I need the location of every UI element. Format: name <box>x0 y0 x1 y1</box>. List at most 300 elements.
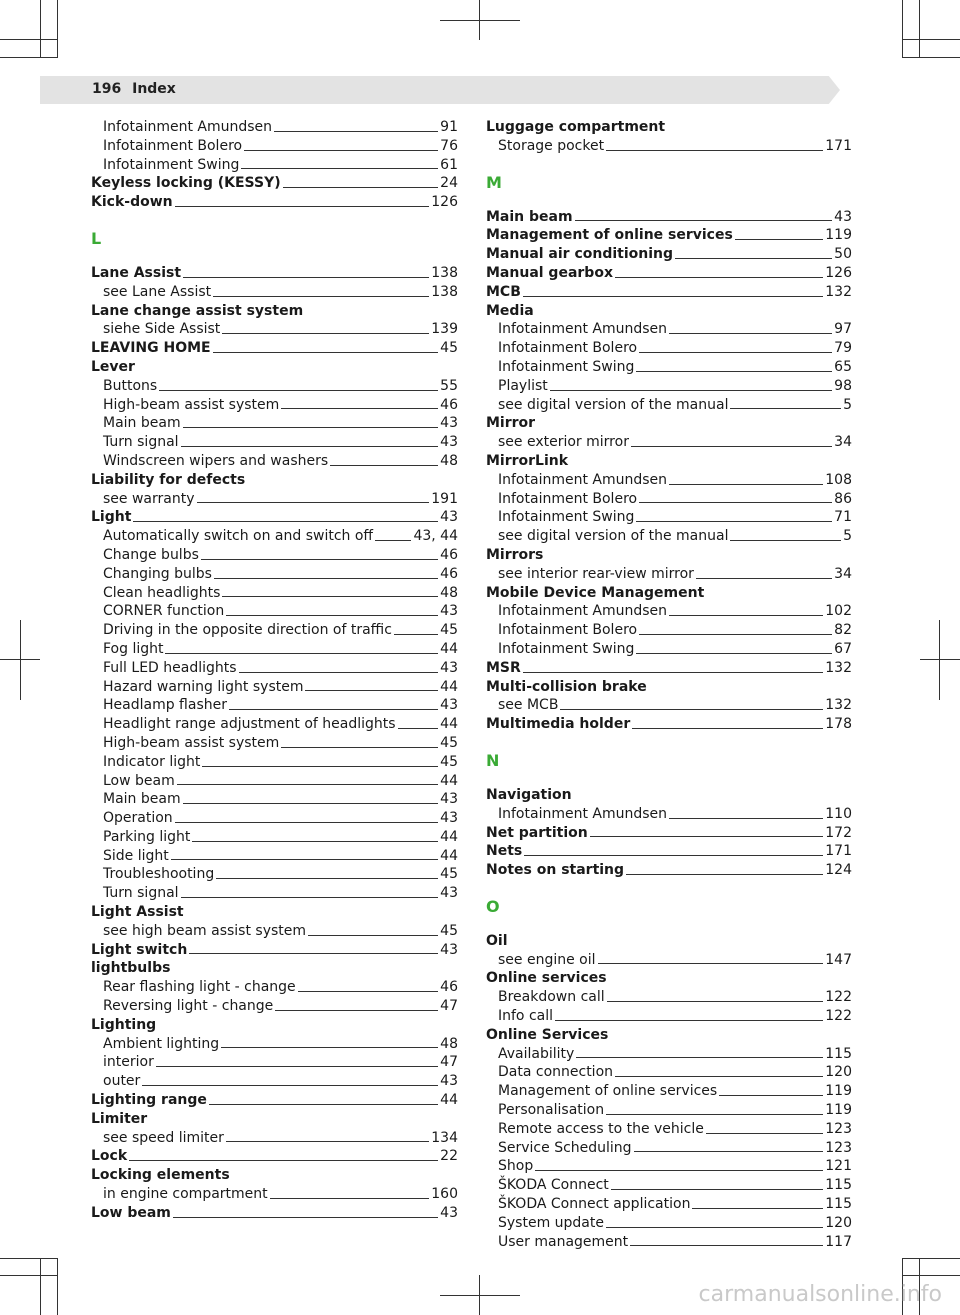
leader-line <box>214 578 438 579</box>
index-entry <box>486 1157 852 1176</box>
index-term: Lever <box>91 358 135 375</box>
index-page-ref: 124 <box>825 862 852 879</box>
leader-line <box>133 521 438 522</box>
index-letter-heading: O <box>486 896 500 916</box>
index-term: Hazard warning light system <box>103 678 304 695</box>
index-entry <box>486 339 852 358</box>
index-entry <box>486 283 852 302</box>
index-term: LEAVING HOME <box>91 340 211 357</box>
leader-line <box>181 897 439 898</box>
index-entry <box>91 941 458 960</box>
crop-mark <box>40 1258 41 1315</box>
leader-line <box>535 1170 823 1171</box>
index-page-ref: 71 <box>834 509 852 526</box>
index-entry <box>91 809 458 828</box>
leader-line <box>283 187 439 188</box>
index-term: Reversing light - change <box>103 998 274 1015</box>
index-term: Info call <box>498 1008 554 1025</box>
index-term: Locking elements <box>91 1167 230 1184</box>
index-term: Remote access to the vehicle <box>498 1120 704 1137</box>
index-term: Full LED headlights <box>103 659 237 676</box>
index-entry <box>91 174 458 193</box>
index-entry <box>91 790 458 809</box>
leader-line <box>305 690 438 691</box>
leader-line <box>183 427 439 428</box>
index-entry <box>91 396 458 415</box>
index-page-ref: 45 <box>440 753 458 770</box>
leader-line <box>615 1076 823 1077</box>
index-term: outer <box>103 1073 141 1090</box>
leader-line <box>216 878 438 879</box>
index-entry <box>486 1082 852 1101</box>
index-page-ref: 126 <box>431 194 458 211</box>
index-entry <box>486 396 852 415</box>
index-page-ref: 119 <box>825 1102 852 1119</box>
index-term: see high beam assist system <box>103 922 307 939</box>
leader-line <box>221 1047 438 1048</box>
index-page-ref: 123 <box>825 1139 852 1156</box>
index-entry <box>91 1053 458 1072</box>
index-entry <box>91 1147 458 1166</box>
index-page-ref: 43 <box>834 208 852 225</box>
index-entry <box>91 753 458 772</box>
index-page-ref: 117 <box>825 1233 852 1250</box>
index-page-ref: 132 <box>825 659 852 676</box>
leader-line <box>639 634 832 635</box>
index-entry <box>91 339 458 358</box>
index-term: Keyless locking (KESSY) <box>91 175 281 192</box>
index-entry <box>486 1214 852 1233</box>
index-term: MSR <box>486 659 521 676</box>
index-page-ref: 178 <box>825 716 852 733</box>
leader-line <box>626 874 823 875</box>
index-page-ref: 76 <box>440 137 458 154</box>
index-term: Main beam <box>103 415 181 432</box>
index-entry <box>486 1101 852 1120</box>
index-page-ref: 191 <box>431 490 458 507</box>
index-entry <box>486 1063 852 1082</box>
crop-mark <box>479 1275 480 1315</box>
index-term: Personalisation <box>498 1102 605 1119</box>
index-term: Mobile Device Management <box>486 584 705 601</box>
leader-line <box>590 836 824 837</box>
index-entry <box>91 264 458 283</box>
index-term: Infotainment Amundsen <box>498 805 668 822</box>
index-entry <box>91 602 458 621</box>
leader-line <box>560 709 823 710</box>
index-term: Nets <box>486 843 523 860</box>
leader-line <box>281 747 438 748</box>
index-page-ref: 115 <box>825 1045 852 1062</box>
index-term: Automatically switch on and switch off <box>103 528 374 545</box>
index-entry <box>91 118 458 137</box>
index-page-ref: 134 <box>431 1129 458 1146</box>
index-page-ref: 43 <box>440 659 458 676</box>
index-entry <box>486 584 852 603</box>
index-entry <box>91 734 458 753</box>
index-term: Management of online services <box>498 1083 718 1100</box>
index-page-ref: 61 <box>440 156 458 173</box>
index-entry <box>91 546 458 565</box>
leader-line <box>274 131 438 132</box>
index-entry <box>486 621 852 640</box>
index-page-ref: 102 <box>825 603 852 620</box>
index-term: Infotainment Swing <box>498 358 635 375</box>
index-entry <box>486 433 852 452</box>
index-entry <box>486 824 852 843</box>
index-entry <box>486 696 852 715</box>
index-entry <box>486 546 852 565</box>
index-term: Luggage compartment <box>486 119 666 135</box>
leader-line <box>173 1217 438 1218</box>
index-page-ref: 147 <box>825 951 852 968</box>
index-page-ref: 44 <box>440 772 458 789</box>
crop-mark <box>0 1258 58 1259</box>
index-page-ref: 171 <box>825 137 852 154</box>
index-column-left <box>91 118 458 1223</box>
index-term: Ambient lighting <box>103 1035 220 1052</box>
index-entry <box>486 678 852 697</box>
index-term: Management of online services <box>486 227 733 244</box>
index-term: Availability <box>498 1045 575 1062</box>
leader-line <box>177 784 438 785</box>
index-letter-heading: L <box>91 228 102 248</box>
leader-line <box>523 672 823 673</box>
index-page-ref: 55 <box>440 377 458 394</box>
index-page-ref: 97 <box>834 321 852 338</box>
index-page-ref: 45 <box>440 922 458 939</box>
index-page-ref: 115 <box>825 1196 852 1213</box>
index-term: Breakdown call <box>498 989 605 1006</box>
index-term: Infotainment Amundsen <box>498 603 668 620</box>
index-entry <box>486 1233 852 1252</box>
leader-line <box>634 1151 824 1152</box>
index-entry <box>91 640 458 659</box>
index-page-ref: 46 <box>440 565 458 582</box>
index-page-ref: 45 <box>440 340 458 357</box>
index-term: lightbulbs <box>91 960 171 977</box>
leader-line <box>222 333 429 334</box>
index-term: Changing bulbs <box>103 565 212 582</box>
index-letter-heading: N <box>486 750 500 770</box>
leader-line <box>226 615 438 616</box>
index-page-ref: 46 <box>440 396 458 413</box>
index-term: System update <box>498 1214 604 1231</box>
index-term: Lane change assist system <box>91 302 304 319</box>
leader-line <box>275 1010 438 1011</box>
index-term: High-beam assist system <box>103 396 280 413</box>
index-page-ref: 86 <box>834 490 852 507</box>
index-page-ref: 115 <box>825 1177 852 1194</box>
index-column-right <box>486 118 852 1251</box>
index-term: see exterior mirror <box>498 434 629 451</box>
index-term: Oil <box>486 932 508 949</box>
index-page-ref: 43 <box>440 509 458 526</box>
index-entry <box>91 377 458 396</box>
leader-line <box>524 855 823 856</box>
index-entry <box>91 193 458 212</box>
leader-line <box>330 465 438 466</box>
leader-line <box>181 446 439 447</box>
leader-line <box>706 1133 823 1134</box>
index-term: Net partition <box>486 824 588 841</box>
index-term: Headlamp flasher <box>103 697 227 714</box>
index-page-ref: 79 <box>834 340 852 357</box>
index-page-ref: 43 <box>440 415 458 432</box>
index-term: Main beam <box>486 208 573 225</box>
index-page-ref: 43 <box>440 941 458 958</box>
index-page-ref: 34 <box>834 565 852 582</box>
index-entry <box>486 842 852 861</box>
leader-line <box>394 634 438 635</box>
index-entry <box>91 678 458 697</box>
index-term: Service Scheduling <box>498 1139 632 1156</box>
index-term: Driving in the opposite direction of traffic <box>103 622 392 639</box>
index-page-ref: 120 <box>825 1214 852 1231</box>
index-term: Low beam <box>91 1204 171 1221</box>
leader-line <box>606 1227 823 1228</box>
watermark: carmanualsonline.info <box>698 1282 942 1307</box>
leader-line <box>606 1114 823 1115</box>
index-term: Indicator light <box>103 753 201 770</box>
leader-line <box>209 1104 438 1105</box>
index-entry <box>486 1195 852 1214</box>
index-term: siehe Side Assist <box>103 321 221 338</box>
index-page-ref: 47 <box>440 1054 458 1071</box>
index-term: Change bulbs <box>103 546 199 563</box>
index-term: Windscreen wipers and washers <box>103 452 329 469</box>
leader-line <box>669 484 823 485</box>
index-term: Navigation <box>486 786 572 803</box>
index-term: see interior rear-view mirror <box>498 565 694 582</box>
index-entry <box>91 1016 458 1035</box>
index-entry <box>91 1110 458 1129</box>
leader-line <box>555 1020 823 1021</box>
index-term: Clean headlights <box>103 584 221 601</box>
crop-mark <box>919 0 920 58</box>
crop-mark <box>20 620 21 700</box>
index-term: Main beam <box>103 791 181 808</box>
page-number: 196 <box>92 81 122 97</box>
index-entry <box>91 1166 458 1185</box>
index-term: User management <box>498 1233 629 1250</box>
index-page-ref: 43 <box>440 885 458 902</box>
index-page-ref: 110 <box>825 805 852 822</box>
index-entry <box>486 932 852 951</box>
index-term: Troubleshooting <box>103 866 215 883</box>
index-entry <box>91 959 458 978</box>
leader-line <box>165 653 438 654</box>
index-page-ref: 5 <box>843 396 852 413</box>
leader-line <box>735 239 823 240</box>
leader-line <box>175 206 430 207</box>
index-entry <box>91 471 458 490</box>
leader-line <box>606 150 823 151</box>
index-entry <box>486 969 852 988</box>
index-term: Side light <box>103 847 169 864</box>
index-page-ref: 172 <box>825 824 852 841</box>
index-page-ref: 65 <box>834 358 852 375</box>
index-entry <box>91 621 458 640</box>
index-entry <box>91 865 458 884</box>
index-entry <box>486 1139 852 1158</box>
leader-line <box>730 540 841 541</box>
index-term: Low beam <box>103 772 175 789</box>
leader-line <box>129 1160 438 1161</box>
crop-mark <box>440 1295 520 1296</box>
index-entry <box>91 302 458 321</box>
index-page-ref: 43 <box>440 697 458 714</box>
index-page-ref: 48 <box>440 452 458 469</box>
index-term: see digital version of the manual <box>498 396 729 413</box>
index-entry <box>486 320 852 339</box>
leader-line <box>639 352 832 353</box>
leader-line <box>398 728 439 729</box>
leader-line <box>241 168 438 169</box>
leader-line <box>636 371 832 372</box>
index-term: Light <box>91 509 132 526</box>
index-entry <box>486 988 852 1007</box>
index-page-ref: 67 <box>834 640 852 657</box>
index-page-ref: 46 <box>440 546 458 563</box>
index-entry <box>91 715 458 734</box>
leader-line <box>696 578 832 579</box>
leader-line <box>192 841 438 842</box>
index-entry <box>91 137 458 156</box>
leader-line <box>719 1095 823 1096</box>
index-entry <box>91 320 458 339</box>
index-entry <box>91 527 458 546</box>
index-term: Turn signal <box>103 434 179 451</box>
index-entry <box>486 659 852 678</box>
index-entry <box>486 508 852 527</box>
index-term: Infotainment Amundsen <box>103 119 273 135</box>
leader-line <box>244 150 438 151</box>
index-term: Infotainment Swing <box>498 509 635 526</box>
index-page-ref: 132 <box>825 283 852 300</box>
index-entry <box>91 659 458 678</box>
index-entry <box>91 922 458 941</box>
index-entry <box>486 264 852 283</box>
index-entry <box>486 565 852 584</box>
index-entry <box>91 414 458 433</box>
leader-line <box>576 1057 823 1058</box>
index-term: Notes on starting <box>486 862 625 879</box>
index-page-ref: 44 <box>440 716 458 733</box>
index-page-ref: 24 <box>440 175 458 192</box>
index-entry <box>486 245 852 264</box>
index-term: Manual air conditioning <box>486 246 674 263</box>
crop-mark <box>40 0 41 58</box>
index-entry <box>486 137 852 156</box>
index-term: see MCB <box>498 697 559 714</box>
index-term: Manual gearbox <box>486 264 613 281</box>
index-entry <box>486 1176 852 1195</box>
leader-line <box>636 653 832 654</box>
index-term: see digital version of the manual <box>498 528 729 545</box>
index-term: Playlist <box>498 377 548 394</box>
index-entry <box>91 1129 458 1148</box>
index-page-ref: 108 <box>825 471 852 488</box>
leader-line <box>159 390 438 391</box>
index-page-ref: 48 <box>440 1035 458 1052</box>
crop-mark <box>902 0 903 58</box>
index-page-ref: 171 <box>825 843 852 860</box>
leader-line <box>669 333 832 334</box>
index-term: Lock <box>91 1148 128 1165</box>
leader-line <box>213 352 439 353</box>
index-entry <box>91 584 458 603</box>
crop-mark <box>939 620 940 700</box>
leader-line <box>631 446 832 447</box>
index-page-ref: 120 <box>825 1064 852 1081</box>
index-term: CORNER function <box>103 603 225 620</box>
leader-line <box>632 728 823 729</box>
crop-mark <box>0 57 58 58</box>
index-page-ref: 122 <box>825 1008 852 1025</box>
index-term: High-beam assist system <box>103 734 280 751</box>
index-term: Operation <box>103 810 173 827</box>
leader-line <box>598 963 824 964</box>
leader-line <box>523 296 823 297</box>
index-term: Turn signal <box>103 885 179 902</box>
index-entry <box>91 490 458 509</box>
index-entry <box>486 118 852 137</box>
leader-line <box>550 390 832 391</box>
index-term: Infotainment Bolero <box>498 622 638 639</box>
index-page-ref: 123 <box>825 1120 852 1137</box>
index-page-ref: 43 <box>440 603 458 620</box>
leader-line <box>202 766 438 767</box>
index-entry <box>91 997 458 1016</box>
leader-line <box>229 709 438 710</box>
index-term: see warranty <box>103 490 195 507</box>
index-term: Multimedia holder <box>486 716 631 733</box>
index-term: Media <box>486 302 534 319</box>
leader-line <box>226 1141 429 1142</box>
index-entry <box>91 452 458 471</box>
index-page-ref: 45 <box>440 734 458 751</box>
leader-line <box>611 1189 823 1190</box>
index-term: Data connection <box>498 1064 614 1081</box>
index-page-ref: 122 <box>825 989 852 1006</box>
index-page-ref: 43 <box>440 1204 458 1221</box>
index-page-ref: 43 <box>440 434 458 451</box>
crop-mark <box>479 0 480 40</box>
index-page-ref: 119 <box>825 1083 852 1100</box>
index-term: Lighting <box>91 1016 157 1033</box>
crop-mark <box>57 1258 58 1315</box>
leader-line <box>183 803 439 804</box>
leader-line <box>171 859 438 860</box>
leader-line <box>156 1066 438 1067</box>
leader-line <box>675 258 832 259</box>
leader-line <box>308 935 438 936</box>
leader-line <box>615 277 823 278</box>
index-term: Kick-down <box>91 194 173 211</box>
index-term: in engine compartment <box>103 1186 268 1203</box>
index-entry <box>486 302 852 321</box>
crop-mark <box>440 20 520 21</box>
index-entry <box>486 861 852 880</box>
index-term: see engine oil <box>498 951 596 968</box>
leader-line <box>270 1198 430 1199</box>
index-page-ref: 132 <box>825 697 852 714</box>
index-page-ref: 138 <box>431 264 458 281</box>
index-term: see Lane Assist <box>103 283 212 300</box>
index-entry <box>91 1072 458 1091</box>
index-page-ref: 45 <box>440 866 458 883</box>
